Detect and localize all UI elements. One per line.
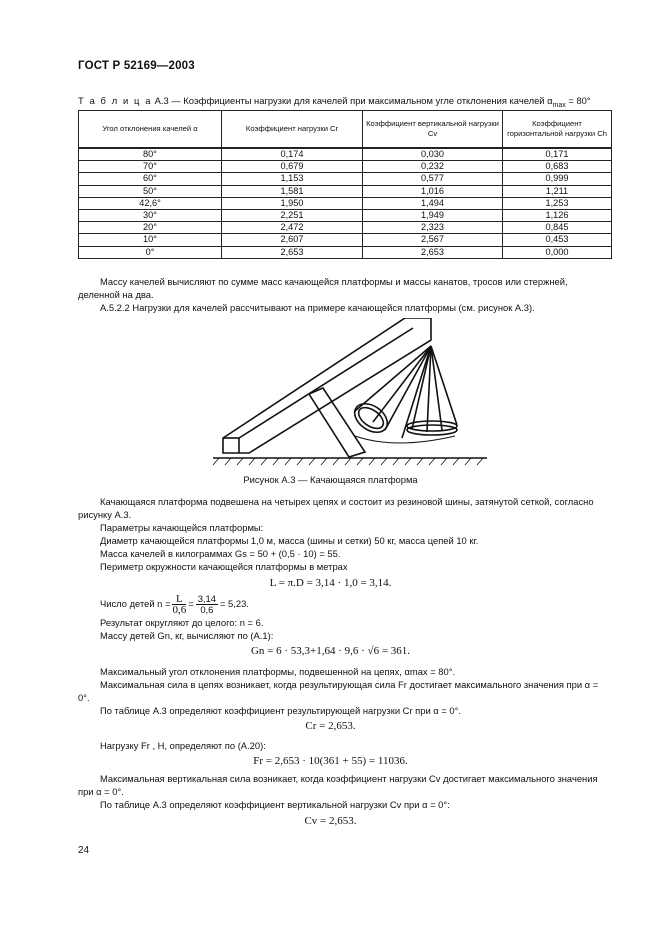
cell: 60°	[79, 173, 222, 185]
equation-fr: Fr = 2,653 · 10(361 + 55) = 11036.	[253, 755, 408, 767]
children-count-line: Число детей n = $\frac{L}{0,6}$ = $\frac{3,14}{0,6}$ = 5,23.	[100, 593, 249, 616]
cell: 30°	[79, 209, 222, 221]
cell: 0,453	[503, 234, 612, 246]
cell: 1,494	[363, 197, 503, 209]
cell: 0,999	[503, 173, 612, 185]
cell: 0,030	[363, 148, 503, 161]
cell: 70°	[79, 161, 222, 173]
cell: 0,845	[503, 222, 612, 234]
equation-cr: Cr = 2,653.	[305, 720, 356, 732]
children-count-result: = 5,23.	[219, 598, 249, 610]
cell: 1,153	[222, 173, 363, 185]
table-row	[79, 161, 612, 173]
table-caption: Т а б л и ц а А.3 — Коэффициенты нагрузки для качелей при максимальном угле отклонения качелей $\alpha_{max} = 80^\circ$	[78, 95, 591, 109]
col-header-cr: Коэффициент нагрузки Cr	[222, 111, 363, 149]
max-angle-line: Максимальный угол отклонения платформы, подвешенной на цепях, αmax = 80°.	[100, 666, 456, 677]
table-header-row	[79, 111, 612, 149]
cell: 1,253	[503, 197, 612, 209]
table-row	[79, 185, 612, 197]
cell: 2,472	[222, 222, 363, 234]
cell: 0,683	[503, 161, 612, 173]
rounded-result: Результат округляют до целого: n = 6.	[100, 617, 264, 628]
para-section-a522: А.5.2.2 Нагрузки для качелей рассчитывают на примере качающейся платформы (см. рисунок А.3).	[100, 302, 535, 313]
table-cv-line: По таблице А.3 определяют коэффициент вертикальной нагрузки Cv при α = 0°:	[100, 799, 450, 810]
load-fr-line: Нагрузку Fr , Н, определяют по (А.20):	[100, 740, 266, 751]
cell: 2,607	[222, 234, 363, 246]
cell: 50°	[79, 185, 222, 197]
table-row	[79, 148, 612, 161]
col-header-angle: Угол отклонения качелей α	[79, 111, 222, 149]
children-mass-line: Массу детей Gn, кг, вычисляют по (А.1):	[100, 630, 274, 641]
cell: 1,949	[363, 209, 503, 221]
table-row	[79, 222, 612, 234]
document-header: ГОСТ Р 52169—2003	[78, 60, 195, 72]
cell: 2,323	[363, 222, 503, 234]
table-row	[79, 234, 612, 246]
cell: 0,000	[503, 246, 612, 258]
figure-caption: Рисунок А.3 — Качающаяся платформа	[243, 474, 418, 485]
col-header-cv: Коэффициент вертикальной нагрузки Cv	[363, 111, 503, 149]
params-title: Параметры качающейся платформы:	[100, 522, 264, 533]
page-number: 24	[78, 845, 90, 856]
equation-cv: Cv = 2,653.	[304, 815, 357, 827]
table-row	[79, 197, 612, 209]
cell: 0,171	[503, 148, 612, 161]
para-platform-description: Качающаяся платформа подвешена на четырех цепях и состоит из резиновой шины, затянутой сеткой, согласно рисунку А.3.	[78, 496, 594, 520]
cell: 0,577	[363, 173, 503, 185]
table-row	[79, 209, 612, 221]
cell: 10°	[79, 234, 222, 246]
param-diameter: Диаметр качающейся платформы 1,0 м, масса (шины и сетки) 50 кг, масса цепей 10 кг.	[100, 535, 479, 546]
cell: 0°	[79, 246, 222, 258]
param-swing-mass: Масса качелей в килограммах Gs = 50 + (0,5 · 10) = 55.	[100, 548, 341, 559]
cell: 20°	[79, 222, 222, 234]
cell: 0,679	[222, 161, 363, 173]
table-row	[79, 246, 612, 258]
para-swing-mass: Массу качелей вычисляют по сумме масс качающейся платформы и массы канатов, тросов или стержней, деленной на два.	[78, 276, 568, 300]
cell: 1,016	[363, 185, 503, 197]
cell: 80°	[79, 148, 222, 161]
cell: 1,950	[222, 197, 363, 209]
param-perimeter: Периметр окружности качающейся платформы в метрах	[100, 561, 348, 572]
cell: 0,232	[363, 161, 503, 173]
equation-children-mass: Gn = 6 · 53,3+1,64 · 9,6 · √6 = 361.	[250, 645, 411, 657]
fraction-l-over-06: $\frac{L}{0,6}$	[172, 593, 187, 616]
table-cr-line: По таблице А.3 определяют коэффициент результирующей нагрузки Cr при α = 0°.	[100, 705, 461, 716]
cell: 2,567	[363, 234, 503, 246]
cell: 1,581	[222, 185, 363, 197]
cell: 2,653	[222, 246, 363, 258]
cell: 1,211	[503, 185, 612, 197]
cell: 0,174	[222, 148, 363, 161]
cell: 1,126	[503, 209, 612, 221]
max-force-line: Максимальная сила в цепях возникает, когда результирующая сила Fr достигает максимального значения при α = 0°.	[78, 679, 599, 703]
table-row	[79, 173, 612, 185]
fraction-314-over-06: $\frac{3,14}{0,6}$	[197, 593, 216, 615]
cell: 2,653	[363, 246, 503, 258]
max-vertical-line: Максимальная вертикальная сила возникает, когда коэффициент нагрузки Cv достигает максимального значения при α = 0°.	[78, 773, 598, 797]
cell: 2,251	[222, 209, 363, 221]
col-header-ch: Коэффициент горизонтальной нагрузки Ch	[503, 111, 612, 149]
swing-platform-figure	[205, 318, 495, 468]
coefficients-table	[78, 110, 612, 259]
cell: 42,6°	[79, 197, 222, 209]
children-count-label: Число детей n =	[100, 598, 171, 610]
equation-perimeter: L = π.D = 3,14 · 1,0 = 3,14.	[269, 577, 392, 589]
